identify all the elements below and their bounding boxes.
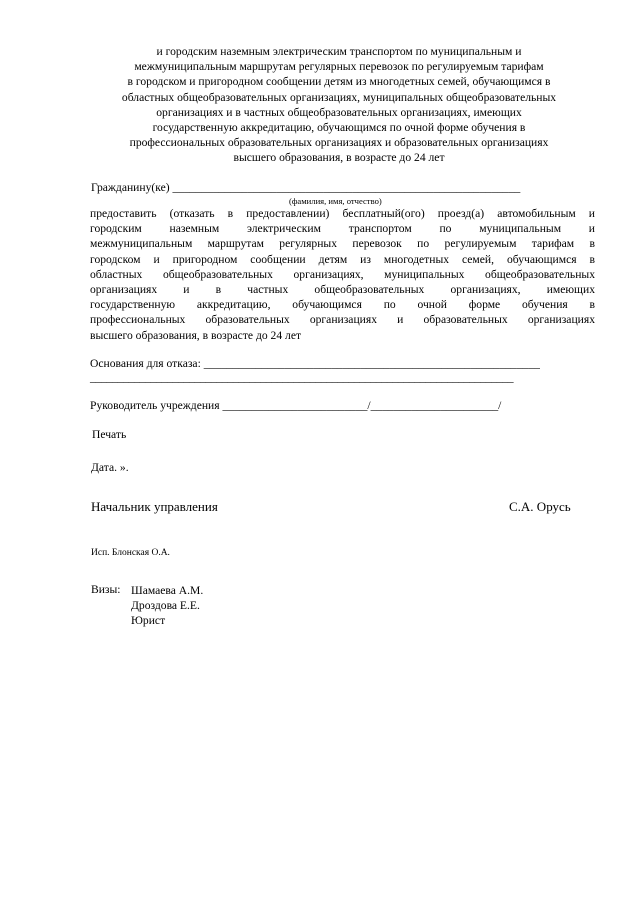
body-line: высшего образования, в возрасте до 24 лет xyxy=(90,328,302,342)
visa-item: Дроздова Е.Е. xyxy=(131,599,200,613)
body-line: профессиональных образовательных организациях и образовательных организациях xyxy=(90,313,595,327)
visas-label: Визы: xyxy=(91,583,121,596)
body-line: межмуниципальным маршрутам регулярных перевозок по регулируемым тарифам в xyxy=(90,237,595,251)
heading-line: областных общеобразовательных организациях, муниципальных общеобразовательных xyxy=(121,90,557,104)
body-line: предоставить (отказать в предоставлении) бесплатный(ого) проезд(а) автомобильным и xyxy=(90,207,595,220)
refusal-grounds-line: Основания для отказа: __________________________________________________________ xyxy=(90,357,540,370)
heading-line: и городским наземным электрическим транспортом по муниципальным и xyxy=(156,45,522,58)
visas-list xyxy=(131,583,203,629)
heading-line: высшего образования, в возрасте до 24 лет xyxy=(233,151,445,165)
heading-line: государственную аккредитацию, обучающимся по очной форме обучения в xyxy=(152,121,526,135)
body-line: городском и пригородном сообщении детям из многодетных семей, обучающимся в xyxy=(90,252,595,266)
chief-name: С.А. Орусь xyxy=(509,499,571,514)
stamp-label: Печать xyxy=(92,428,127,441)
citizen-caption: (фамилия, имя, отчество) xyxy=(289,196,382,206)
citizen-line: Гражданину(ке) ____________________________________________________________ xyxy=(91,181,521,194)
visa-item: Юрист xyxy=(131,614,166,628)
body-line: государственную аккредитацию, обучающимся по очной форме обучения в xyxy=(90,298,595,312)
chief-title: Начальник управления xyxy=(91,499,218,514)
body-line: городским наземным электрическим транспортом по муниципальным и xyxy=(90,222,595,236)
body-line: организациях и в частных общеобразовательных организациях, имеющих xyxy=(90,283,595,297)
body-paragraph xyxy=(90,206,595,343)
executor-note: Исп. Блонская О.А. xyxy=(91,548,170,558)
date-label: Дата. ». xyxy=(91,461,129,474)
refusal-grounds-line-2: _____________________________________________________________________________ xyxy=(90,371,514,384)
body-line: областных общеобразовательных организациях, муниципальных общеобразовательных xyxy=(90,267,595,281)
head-signature-line: Руководитель учреждения _________________________/______________________/ xyxy=(90,399,502,412)
heading-line: в городском и пригородном сообщении детям из многодетных семей, обучающимся в xyxy=(127,75,551,89)
heading-block xyxy=(95,44,583,166)
heading-line: межмуниципальным маршрутам регулярных перевозок по регулируемым тарифам xyxy=(134,60,544,74)
heading-line: профессиональных образовательных организациях и образовательных организациях xyxy=(129,136,549,150)
visa-item: Шамаева А.М. xyxy=(131,584,204,597)
heading-line: организациях и в частных общеобразовательных организациях, имеющих xyxy=(156,105,522,119)
